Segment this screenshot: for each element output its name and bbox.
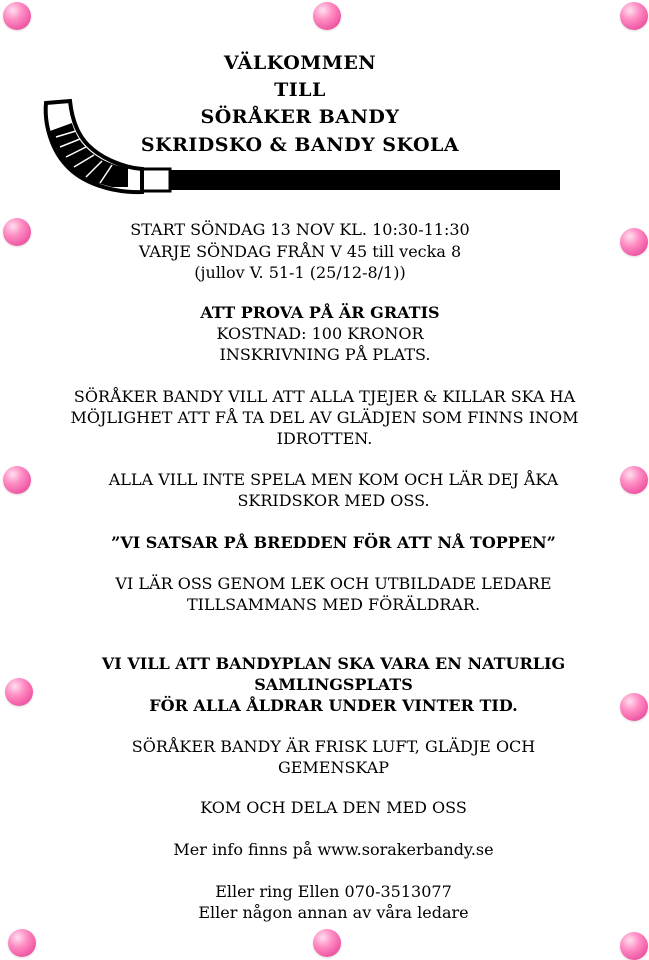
welcome-heading: VÄLKOMMEN — [223, 52, 377, 74]
fresh-air-text: SÖRÅKER BANDY ÄR FRISK LUFT, GLÄDJE OCH — [131, 737, 536, 756]
schedule-weekly: VARJE SÖNDAG FRÅN V 45 till vecka 8 — [138, 242, 462, 261]
other-leaders-info: Eller någon annan av våra ledare — [198, 903, 469, 922]
pink-ball-icon — [620, 2, 648, 30]
registration-text: INSKRIVNING PÅ PLATS. — [219, 345, 431, 364]
skating-text: ALLA VILL INTE SPELA MEN KOM OCH LÄR DEJ ÅKA — [108, 470, 559, 489]
schedule-holiday: (jullov V. 51-1 (25/12-8/1)) — [194, 263, 406, 282]
phone-info: Eller ring Ellen 070-3513077 — [215, 882, 452, 901]
pink-ball-icon — [3, 2, 31, 30]
share-text: KOM OCH DELA DEN MED OSS — [200, 798, 467, 817]
school-heading: SKRIDSKO & BANDY SKOLA — [140, 134, 460, 156]
club-name-heading: SÖRÅKER BANDY — [200, 106, 400, 128]
learning-text: VI LÄR OSS GENOM LEK OCH UTBILDADE LEDARE — [115, 574, 552, 593]
gathering-place-text: VI VILL ATT BANDYPLAN SKA VARA EN NATURLIG — [101, 654, 566, 673]
pink-ball-icon — [620, 932, 648, 960]
gathering-place-text: SAMLINGSPLATS — [254, 675, 413, 694]
free-trial-text: ATT PROVA PÅ ÄR GRATIS — [200, 303, 440, 322]
fresh-air-text: GEMENSKAP — [277, 758, 390, 777]
schedule-start: START SÖNDAG 13 NOV KL. 10:30-11:30 — [130, 220, 470, 239]
inclusion-text: IDROTTEN. — [276, 429, 373, 448]
cost-text: KOSTNAD: 100 KRONOR — [216, 324, 424, 343]
gathering-place-text: FÖR ALLA ÅLDRAR UNDER VINTER TID. — [149, 696, 518, 715]
pink-ball-icon — [620, 228, 648, 256]
pink-ball-icon — [8, 929, 36, 957]
inclusion-text: SÖRÅKER BANDY VILL ATT ALLA TJEJER & KILLAR SKA HA — [73, 387, 576, 406]
pink-ball-icon — [313, 929, 341, 957]
till-heading: TILL — [274, 79, 326, 101]
skating-text: SKRIDSKOR MED OSS. — [237, 491, 430, 510]
website-info: Mer info finns på www.sorakerbandy.se — [173, 840, 494, 859]
pink-ball-icon — [313, 2, 341, 30]
motto-text: ”VI SATSAR PÅ BREDDEN FÖR ATT NÅ TOPPEN” — [111, 533, 556, 552]
learning-text: TILLSAMMANS MED FÖRÄLDRAR. — [186, 595, 481, 614]
inclusion-text: MÖJLIGHET ATT FÅ TA DEL AV GLÄDJEN SOM FINNS INOM — [70, 408, 579, 427]
